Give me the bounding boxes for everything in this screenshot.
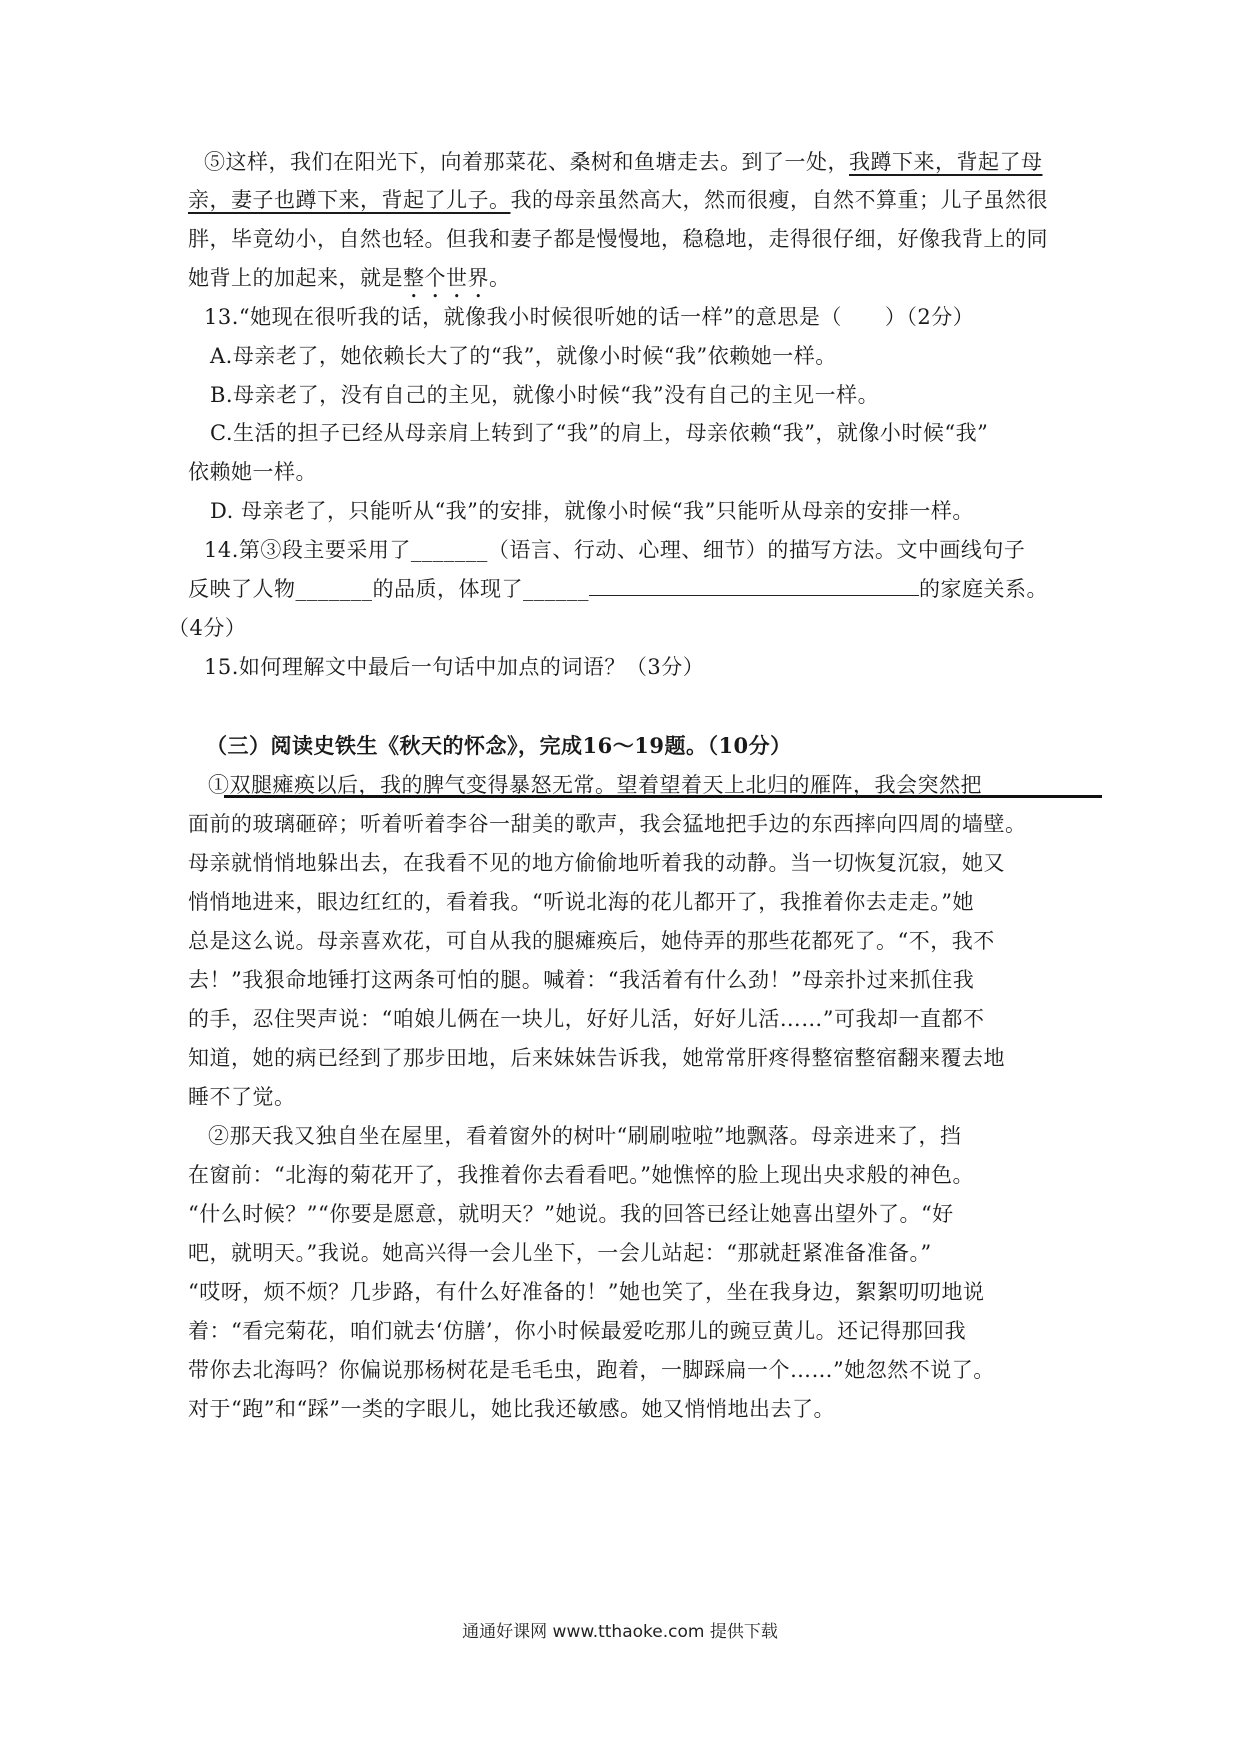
para2-line: “什么时候？”“你要是愿意，就明天？”她说。我的回答已经让她喜出望外了。“好: [188, 1202, 954, 1226]
option-d: D. 母亲老了，只能听从“我”的安排，就像小时候“我”只能听从母亲的安排一样。: [210, 499, 974, 523]
option-b: B.母亲老了，没有自己的主见，就像小时候“我”没有自己的主见一样。: [210, 383, 880, 407]
question-14-line2: [188, 574, 1048, 604]
para1-line: 去！”我狠命地锤打这两条可怕的腿。喊着：“我活着有什么劲！”母亲扑过来抓住我: [188, 968, 975, 992]
question-14-line1: 14.第③段主要采用了_______（语言、行动、心理、细节）的描写方法。文中画线句子: [204, 538, 1026, 562]
question-text: 反映了人物_______的品质，体现了______: [188, 577, 589, 601]
question-15-stem: 15.如何理解文中最后一句话中加点的词语？（3分）: [204, 655, 705, 679]
passage-line: [204, 147, 1043, 177]
underlined-sentence: 亲，妻子也蹲下来，背起了儿子。: [188, 188, 511, 212]
passage-text: ⑤这样，我们在阳光下，向着那菜花、桑树和鱼塘走去。到了一处，: [204, 150, 849, 174]
para2-line: 对于“跑”和“踩”一类的字眼儿，她比我还敏感。她又悄悄地出去了。: [188, 1397, 835, 1421]
answer-blank: [589, 575, 919, 596]
para1-line: 知道，她的病已经到了那步田地，后来妹妹告诉我，她常常肝疼得整宿整宿翻来覆去地: [188, 1046, 1005, 1070]
para2-line: 在窗前：“北海的菊花开了，我推着你去看看吧。”她憔悴的脸上现出央求般的神色。: [188, 1163, 974, 1187]
question-14-score: （4分）: [168, 616, 247, 640]
question-text: 的家庭关系。: [919, 577, 1048, 601]
option-a: A.母亲老了，她依赖长大了的“我”，就像小时候“我”依赖她一样。: [210, 344, 837, 368]
passage-line: [188, 263, 511, 303]
page-footer: 通通好课网 www.tthaoke.com 提供下载: [462, 1622, 778, 1642]
option-c: C.生活的担子已经从母亲肩上转到了“我”的肩上，母亲依赖“我”，就像小时候“我”: [210, 421, 989, 445]
para1-line: 面前的玻璃砸碎；听着听着李谷一甜美的歌声，我会猛地把手边的东西摔向四周的墙壁。: [188, 812, 1027, 836]
underlined-sentence: 我蹲下来，背起了母: [849, 150, 1043, 174]
para1-line: 母亲就悄悄地躲出去，在我看不见的地方偷偷地听着我的动静。当一切恢复沉寂，她又: [188, 851, 1005, 875]
para1-line: 总是这么说。母亲喜欢花，可自从我的腿瘫痪后，她侍弄的那些花都死了。“不，我不: [188, 929, 995, 953]
para2-line: 吧，就明天。”我说。她高兴得一会儿坐下，一会儿站起：“那就赶紧准备准备。”: [188, 1241, 932, 1265]
passage-text: 她背上的加起来，就是: [188, 266, 403, 290]
para1-line: 的手，忍住哭声说：“咱娘儿俩在一块儿，好好儿活，好好儿活……”可我却一直都不: [188, 1007, 985, 1031]
dotted-word: 整个世界: [403, 266, 489, 290]
para2-line: 带你去北海吗？你偏说那杨树花是毛毛虫，跑着，一脚踩扁一个……”她忽然不说了。: [188, 1358, 995, 1382]
para1-line: 悄悄地进来，眼边红红的，看着我。“听说北海的花儿都开了，我推着你去走走。”她: [188, 890, 974, 914]
passage-text: 我的母亲虽然高大，然而很瘦，自然不算重；儿子虽然很: [510, 188, 1048, 212]
para2-line: ②那天我又独自坐在屋里，看着窗外的树叶“刷刷啦啦”地飘落。母亲进来了，挡: [208, 1124, 962, 1148]
para2-line: “哎呀，烦不烦？几步路，有什么好准备的！”她也笑了，坐在我身边，絮絮叨叨地说: [188, 1280, 985, 1304]
passage-line: [188, 185, 1048, 215]
question-13-stem: 13.“她现在很听我的话，就像我小时候很听她的话一样”的意思是（ ）（2分）: [204, 305, 975, 329]
section-title: （三）阅读史铁生《秋天的怀念》，完成16～19题。（10分）: [206, 733, 792, 758]
passage-text: 。: [489, 266, 511, 290]
option-c-continued: 依赖她一样。: [188, 460, 317, 484]
para1-line: 睡不了觉。: [188, 1085, 296, 1109]
passage-line: 胖，毕竟幼小，自然也轻。但我和妻子都是慢慢地，稳稳地，走得很仔细，好像我背上的同: [188, 227, 1048, 251]
para1-line: ①双腿瘫痪以后，我的脾气变得暴怒无常。望着望着天上北归的雁阵，我会突然把: [208, 773, 982, 797]
para2-line: 着：“看完菊花，咱们就去‘仿膳’，你小时候最爱吃那儿的豌豆黄儿。还记得那回我: [188, 1319, 967, 1343]
